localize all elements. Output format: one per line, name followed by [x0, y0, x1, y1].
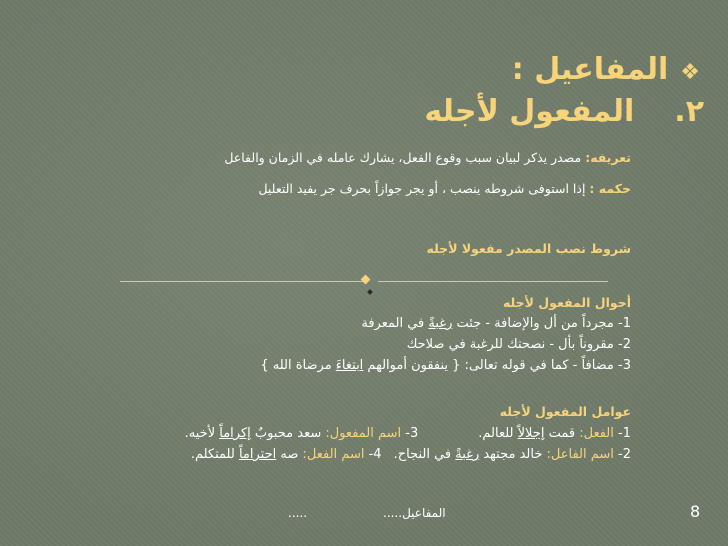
definition-text: مصدر يذكر لبيان سبب وقوع الفعل، يشارك عامله في الزمان والفاعل [224, 150, 586, 165]
title-main: المفاعيل : [511, 52, 669, 87]
diamond-bullet-icon: ❖ [680, 60, 700, 85]
ruling-label: حكمه : [589, 181, 631, 196]
definition-line [224, 150, 631, 165]
divider-left [120, 281, 365, 282]
footer-left-text: ..... [288, 506, 308, 520]
footer-center-text: المفاعيل..... [383, 506, 446, 520]
conditions-heading: شروط نصب المصدر مفعولا لأجله [426, 241, 631, 256]
page-number: 8 [690, 502, 701, 521]
ruling-text: إذا استوفى شروطه ينصب ، أو يجر جوازاً بحرف جر يفيد التعليل [258, 181, 590, 196]
state-item-2: 2- مقروناً بأل - نصحتك للرغبة في صلاحك [406, 337, 631, 352]
factors-heading: عوامل المفعول لأجله [499, 404, 631, 419]
state-item-3: 3- مضافاً - كما في قوله تعالى: { ينفقون أموالهم ابتغاءَ مرضاة الله } [260, 358, 631, 373]
small-diamond-icon [367, 289, 373, 295]
factors-row-1: 1- الفعل: قمت إجلالاً للعالم.3- اسم المفعول: سعد محبوبٌ إكراماً لأخيه. [184, 426, 631, 441]
states-heading: أحوال المفعول لأجله [502, 295, 631, 310]
section-number: ٢. [674, 94, 704, 129]
divider-right [378, 281, 608, 282]
factors-row-2: 2- اسم الفاعل: خالد مجتهد رغبةً في النجاح.4- اسم الفعل: صه احتراماً للمتكلم. [190, 447, 631, 462]
slide-subtitle [424, 94, 704, 129]
definition-label: تعريفه: [585, 150, 631, 165]
divider-diamond-icon [361, 275, 371, 285]
state-item-1: 1- مجرداً من أل والإضافة - جئت رغبةً في المعرفة [361, 316, 631, 331]
ruling-line [258, 181, 631, 196]
slide-title [512, 52, 700, 87]
section-title: المفعول لأجله [424, 94, 635, 129]
